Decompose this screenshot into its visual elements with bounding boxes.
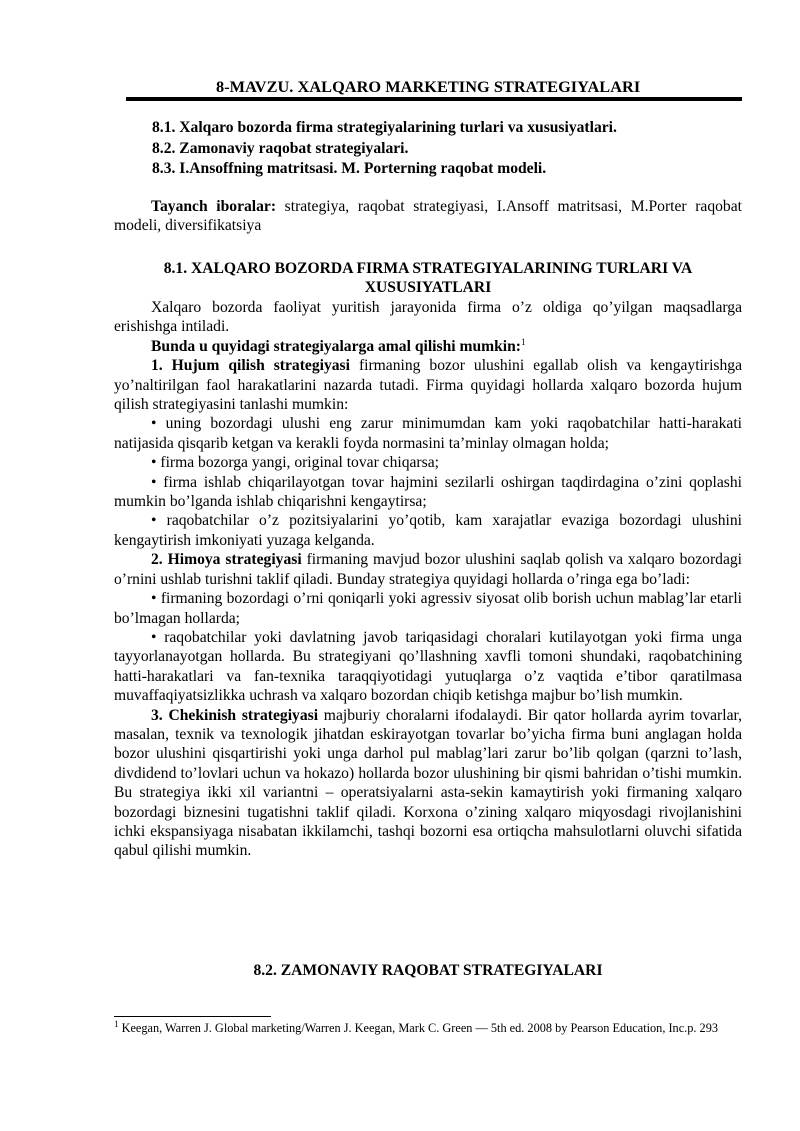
strategy-3-paragraph [114, 706, 742, 861]
footnote-rule [114, 1016, 271, 1017]
section-heading-8-2: 8.2. ZAMONAVIY RAQOBAT STRATEGIYALARI [253, 962, 603, 979]
strategy-2-paragraph [114, 550, 742, 589]
lead-text: Bunda u quyidagi strategiyalarga amal qilishi mumkin: [151, 337, 521, 355]
strategy-3-text: majburiy choralarni ifodalaydi. Bir qator hollarda ayrim tovarlar, masalan, texnik va texnologik jihatdan eskirayotgan tovarlar bo’yicha firma buni anglagan holda bozor ulushini qisqartirishi yoki unga darhol pul mablag’lari zarur bo’lib qolgan (qarzni to’lash, divdidend to’lovlari uchun va hokazo) hollarda bozor ulushining bir qismi bahridan o’tishi mumkin. Bu strategiya ikki xil variantni – operatsiyalarni asta-sekin kamaytirish yoki firmaning xalqaro bozordagi biznesini tugatishni taklif qiladi. Korxona o’zining xalqaro miqyosdagi rivojlanishini ichki ekspansiyaga nisabatan ikkilamchi, tashqi bozorni esa ortiqcha mahsulotlarni oluvchi sifatida qabul qilishi mumkin. [114, 706, 742, 860]
strategy-2-text: firmaning mavjud bozor ulushini saqlab qolish va xalqaro bozordagi o’rnini ushlab turishni taklif qiladi. Bunday strategiya quyidagi hollarda o’ringa ega bo’ladi: [114, 551, 742, 588]
title-rule [126, 97, 742, 101]
section-heading-8-1: 8.1. XALQARO BOZORDA FIRMA STRATEGIYALARINING TURLARI VA XUSUSIYATLARI [163, 260, 693, 296]
bullet-icon: • [151, 512, 157, 530]
footnote-mark: 1 [114, 1018, 119, 1029]
bullet-icon: • [151, 590, 157, 608]
chapter-title: 8-MAVZU. XALQARO MARKETING STRATEGIYALARI [216, 77, 641, 96]
keywords-paragraph [114, 197, 742, 236]
bullet-item: • firmaning bozordagi o’rni qoniqarli yoki agressiv siyosat olib borish uchun mablag’lar etarli bo’lmagan hollarda; [114, 590, 742, 627]
strategy-1-title: 1. Hujum qilish strategiyasi [151, 357, 350, 375]
toc-item: 8.2. Zamonaviy raqobat strategiyalari. [152, 139, 409, 157]
lead-paragraph [114, 337, 742, 356]
bullet-item: • raqobatchilar o’z pozitsiyalarini yo’qotib, kam xarajatlar evaziga bozordagi ulushini kengaytirish imkoniyati yuzaga kelganda. [114, 512, 742, 549]
bullet-icon: • [151, 415, 157, 433]
strategy-3-title: 3. Chekinish strategiyasi [151, 706, 319, 724]
bullet-item: • firma bozorga yangi, original tovar chiqarsa; [151, 454, 439, 472]
footnote [114, 1020, 742, 1037]
intro-paragraph: Xalqaro bozorda faoliyat yuritish jarayonida firma o’z oldiga qo’yilgan maqsadlarga erishishga intiladi. [114, 299, 742, 336]
strategy-1-text: firmaning bozor ulushini egallab olish va kengaytirishga yo’naltirilgan faol harakatlarini nazarda tutadi. Firma quyidagi hollarda xalqaro bozorda hujum qilish strategiyasini tanlashi mumkin: [114, 357, 742, 414]
keywords-text: strategiya, raqobat strategiyasi, I.Ansoff matritsasi, M.Porter raqobat modeli, diversifikatsiya [114, 198, 742, 235]
bullet-icon: • [151, 628, 157, 646]
bullet-item: • raqobatchilar yoki davlatning javob tariqasidagi choralari kutilayotgan yoki firma unga tayyorlanayotgan hollarda. Bu strategiyani qo’llashning xavfli tomoni shundaki, raqobatchining hatti-harakatlari va fan-texnika taraqqiyotidagi yutuqlarga o’z vaqtida e’tibor qaratilmasa muvaffaqiyatsizlikka uchrash va xalqaro bozordan chiqib ketishga majbur bo’lish mumkin. [114, 628, 742, 705]
section-body [114, 298, 742, 861]
footnote-ref: 1 [521, 336, 526, 347]
toc-item: 8.1. Xalqaro bozorda firma strategiyalarining turlari va xususiyatlari. [152, 119, 617, 136]
strategy-1-paragraph [114, 356, 742, 414]
footnote-text: Keegan, Warren J. Global marketing/Warren J. Keegan, Mark C. Green — 5th ed. 2008 by Pearson Education, Inc.p. 293 [118, 1021, 718, 1035]
table-of-contents [152, 118, 617, 180]
bullet-icon: • [151, 454, 157, 472]
toc-item: 8.3. I.Ansoffning matritsasi. M. Porterning raqobat modeli. [152, 160, 547, 177]
bullet-item: • uning bozordagi ulushi eng zarur minimumdan kam yoki raqobatchilar hatti-harakati natijasida qisqarib ketgan va kerakli foyda normasini ta’minlay olmagan holda; [114, 415, 742, 452]
bullet-item: • firma ishlab chiqarilayotgan tovar hajmini sezilarli oshirgan taqdirdagina o’zini qoplashi mumkin bo’lganda ishlab chiqarishni kengaytirsa; [114, 473, 742, 511]
keywords-label: Tayanch iboralar: [151, 198, 277, 215]
bullet-icon: • [151, 473, 157, 491]
strategy-2-title: 2. Himoya strategiyasi [151, 551, 302, 569]
